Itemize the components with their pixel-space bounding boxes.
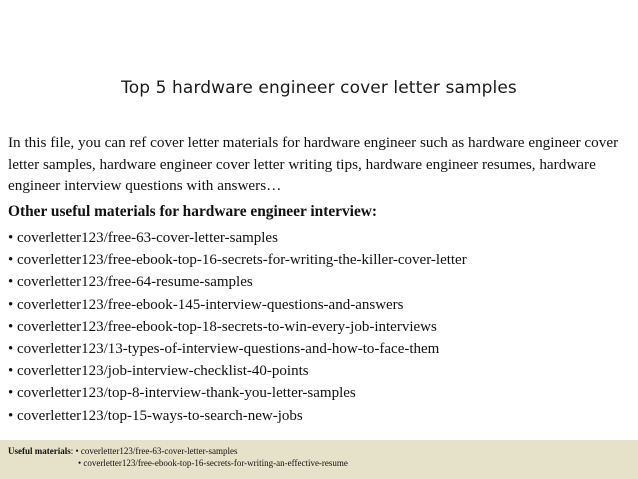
list-item[interactable]: • coverletter123/top-8-interview-thank-you-letter-samples xyxy=(8,385,356,402)
list-item[interactable]: • coverletter123/free-ebook-top-18-secrets-to-win-every-job-interviews xyxy=(8,318,437,335)
list-item[interactable]: • coverletter123/job-interview-checklist-40-points xyxy=(8,363,309,380)
list-item[interactable]: • coverletter123/free-63-cover-letter-samples xyxy=(8,230,278,246)
intro-paragraph: In this file, you can ref cover letter materials for hardware engineer such as hardware engineer cover letter samples, hardware engineer cover letter writing tips, hardware engineer resumes, hardware engineer interview questions with answers… xyxy=(8,134,619,194)
list-item[interactable]: • coverletter123/13-types-of-interview-questions-and-how-to-face-them xyxy=(8,341,440,358)
footer-link[interactable]: • coverletter123/free-ebook-top-16-secrets-for-writing-an-effective-resume xyxy=(78,458,348,468)
footer-label: Useful materials xyxy=(8,446,71,456)
page-title: Top 5 hardware engineer cover letter samples xyxy=(121,78,517,98)
list-item[interactable]: • coverletter123/free-ebook-145-interview-questions-and-answers xyxy=(8,296,404,313)
footer-link[interactable]: : • coverletter123/free-63-cover-letter-samples xyxy=(70,446,238,456)
footer-row xyxy=(8,446,237,457)
materials-heading: Other useful materials for hardware engineer interview: xyxy=(8,203,378,220)
list-item[interactable]: • coverletter123/free-64-resume-samples xyxy=(8,274,253,291)
list-item[interactable]: • coverletter123/top-15-ways-to-search-new-jobs xyxy=(8,407,303,424)
materials-list xyxy=(8,227,632,427)
footer-bar xyxy=(0,440,638,479)
list-item[interactable]: • coverletter123/free-ebook-top-16-secrets-for-writing-the-killer-cover-letter xyxy=(8,252,467,269)
